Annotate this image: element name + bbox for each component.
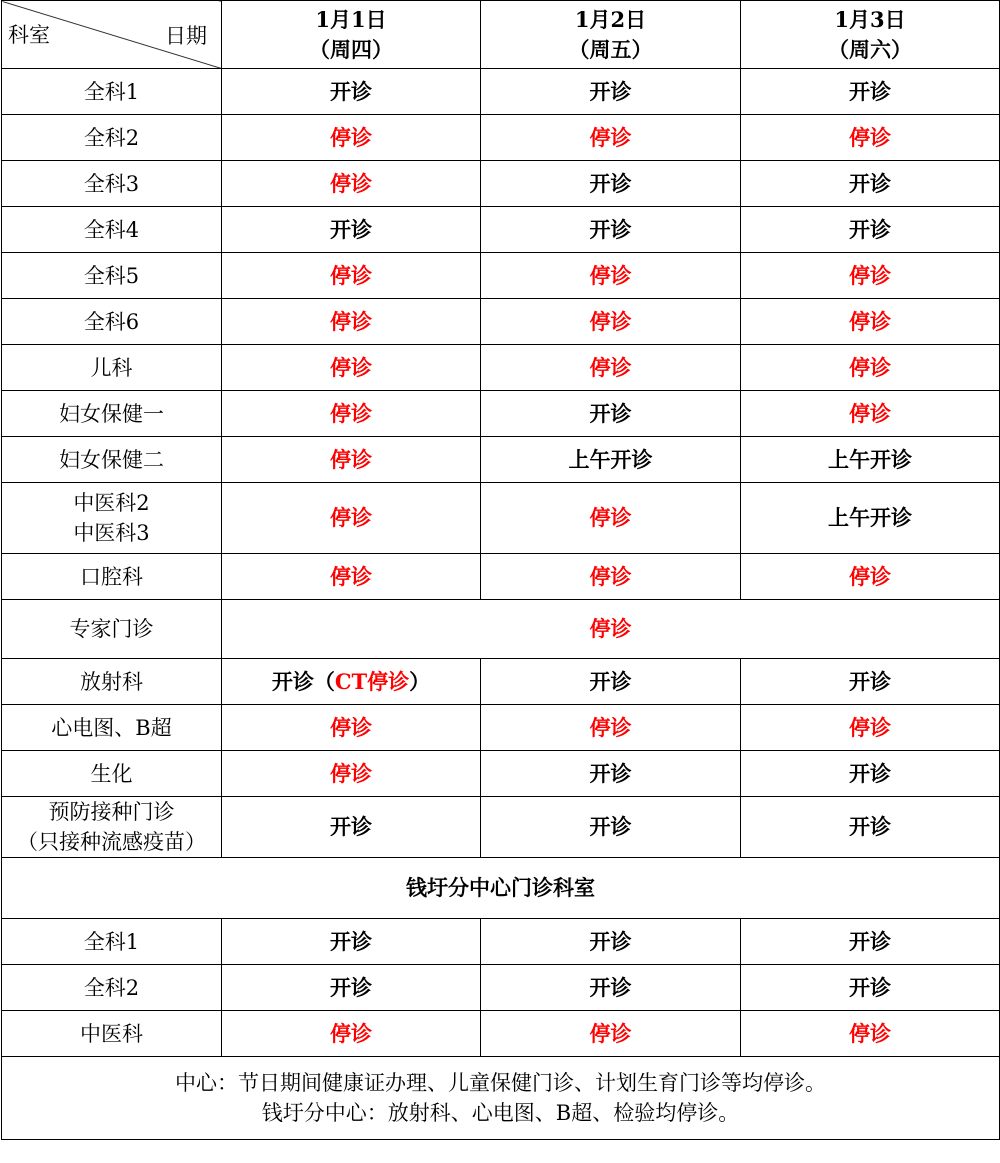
schedule-row [2, 554, 1000, 600]
status-cell: 停诊 [741, 554, 1000, 600]
status-cell: 开诊 [481, 207, 741, 253]
schedule-row [2, 207, 1000, 253]
department-name: 全科2 [83, 125, 140, 150]
day-date: 1月3日 [834, 6, 906, 32]
schedule-row [2, 919, 1000, 965]
schedule-row [2, 391, 1000, 437]
status-cell: 开诊 [741, 659, 1000, 705]
notes-cell [2, 1057, 1000, 1140]
status-cell: 停诊 [222, 345, 481, 391]
status-cell: 停诊 [222, 554, 481, 600]
department-name: 中医科 [80, 1021, 143, 1046]
status-cell: 停诊 [741, 115, 1000, 161]
branch-section-header-row [2, 858, 1000, 919]
status-cell: 停诊 [222, 299, 481, 345]
schedule-row [2, 299, 1000, 345]
status-cell: 停诊 [222, 1011, 481, 1057]
status-cell: 开诊 [481, 659, 741, 705]
status-text: 开诊（ [271, 668, 335, 694]
department-cell [2, 115, 222, 161]
schedule-row [2, 69, 1000, 115]
status-cell: 开诊 [222, 797, 481, 858]
department-name: 预防接种门诊 [48, 800, 175, 824]
status-cell: 停诊 [222, 751, 481, 797]
schedule-row [2, 345, 1000, 391]
status-cell: 停诊 [741, 345, 1000, 391]
department-cell [2, 554, 222, 600]
department-cell [2, 207, 222, 253]
status-cell: 停诊 [481, 1011, 741, 1057]
department-cell [2, 253, 222, 299]
status-cell: 停诊 [481, 345, 741, 391]
note-line: 中心：节日期间健康证办理、儿童保健门诊、计划生育门诊等均停诊。 [175, 1071, 826, 1095]
department-name: 儿科 [90, 355, 133, 380]
status-cell-merged: 停诊 [222, 600, 1000, 659]
day-weekday: （周四） [309, 36, 393, 62]
date-axis-label: 日期 [165, 24, 207, 48]
status-cell: 停诊 [481, 253, 741, 299]
status-cell: 上午开诊 [741, 437, 1000, 483]
schedule-row [2, 797, 1000, 858]
corner-header-cell [2, 1, 222, 69]
status-cell: 停诊 [222, 437, 481, 483]
schedule-row [2, 965, 1000, 1011]
status-cell: 开诊 [741, 207, 1000, 253]
schedule-row [2, 437, 1000, 483]
expert-clinic-row [2, 600, 1000, 659]
department-name: 全科1 [83, 79, 140, 104]
department-name: 口腔科 [80, 564, 143, 589]
branch-section-title: 钱圩分中心门诊科室 [2, 858, 1000, 919]
status-cell: 开诊 [481, 69, 741, 115]
status-cell: 开诊 [222, 207, 481, 253]
department-name: 全科5 [83, 263, 140, 288]
day-header-2 [481, 1, 741, 69]
status-cell: 停诊 [741, 299, 1000, 345]
status-cell: 停诊 [481, 705, 741, 751]
status-cell: 停诊 [222, 705, 481, 751]
department-cell: 放射科 [2, 659, 222, 705]
department-cell [2, 705, 222, 751]
note-line: 钱圩分中心：放射科、心电图、B超、检验均停诊。 [261, 1101, 740, 1125]
status-cell: 开诊 [741, 751, 1000, 797]
department-cell [2, 345, 222, 391]
status-cell: 停诊 [481, 115, 741, 161]
status-cell: 开诊 [741, 919, 1000, 965]
department-cell [2, 919, 222, 965]
ct-closed-note: CT停诊 [334, 668, 410, 694]
day-date: 1月1日 [315, 6, 387, 32]
schedule-row [2, 705, 1000, 751]
status-cell: 开诊 [222, 919, 481, 965]
department-cell [2, 437, 222, 483]
department-cell [2, 391, 222, 437]
radiology-row [2, 659, 1000, 705]
department-cell [2, 965, 222, 1011]
schedule-row [2, 253, 1000, 299]
status-cell: 上午开诊 [481, 437, 741, 483]
status-cell: 开诊 [741, 69, 1000, 115]
department-cell [2, 1011, 222, 1057]
day-weekday: （周六） [828, 36, 912, 62]
holiday-clinic-schedule-table [1, 0, 1000, 1140]
department-cell [2, 69, 222, 115]
department-cell [2, 797, 222, 858]
schedule-row [2, 1011, 1000, 1057]
department-name: 全科1 [83, 929, 140, 954]
day-weekday: （周五） [568, 36, 653, 62]
department-name: 全科3 [83, 171, 140, 196]
department-name: 全科2 [83, 975, 140, 1000]
status-cell: 开诊 [481, 391, 741, 437]
status-cell: 停诊 [481, 483, 741, 554]
department-name: 全科6 [83, 309, 140, 334]
department-name: 生化 [90, 761, 133, 786]
schedule-body [2, 1, 1000, 1140]
status-cell: 停诊 [222, 161, 481, 207]
status-cell: 停诊 [222, 483, 481, 554]
schedule-row [2, 483, 1000, 554]
status-cell: 停诊 [222, 115, 481, 161]
status-cell: 停诊 [741, 705, 1000, 751]
department-name: 全科4 [83, 217, 140, 242]
status-cell: 停诊 [222, 391, 481, 437]
department-name: 中医科2 [73, 491, 150, 515]
department-cell [2, 751, 222, 797]
department-axis-label: 科室 [8, 23, 50, 47]
department-cell [2, 483, 222, 554]
status-cell: 停诊 [222, 253, 481, 299]
day-header-3 [741, 1, 1000, 69]
status-cell: 开诊 [481, 797, 741, 858]
department-cell [2, 299, 222, 345]
department-name: 心电图、B超 [51, 715, 172, 740]
schedule-row [2, 751, 1000, 797]
status-cell: 停诊 [741, 1011, 1000, 1057]
status-cell: 开诊 [741, 965, 1000, 1011]
schedule-row [2, 161, 1000, 207]
header-row [2, 1, 1000, 69]
status-cell: 上午开诊 [741, 483, 1000, 554]
status-cell: 开诊 [481, 161, 741, 207]
notes-row [2, 1057, 1000, 1140]
status-cell: 开诊 [481, 965, 741, 1011]
status-cell: 停诊 [481, 554, 741, 600]
status-cell: 开诊 [741, 797, 1000, 858]
department-name: 中医科3 [73, 521, 150, 545]
day-date: 1月2日 [574, 6, 647, 32]
department-name: （只接种流感疫苗） [17, 830, 206, 854]
day-header-1 [222, 1, 481, 69]
status-cell: 开诊 [222, 69, 481, 115]
status-cell: 停诊 [741, 253, 1000, 299]
status-text: ） [409, 668, 431, 694]
department-cell [2, 161, 222, 207]
status-cell: 开诊 [741, 161, 1000, 207]
schedule-row [2, 115, 1000, 161]
department-name: 妇女保健二 [59, 447, 164, 472]
status-cell: 停诊 [741, 391, 1000, 437]
department-cell: 专家门诊 [2, 600, 222, 659]
status-cell: 开诊 [481, 919, 741, 965]
status-cell: 开诊 [481, 751, 741, 797]
status-cell: 开诊 [222, 965, 481, 1011]
status-cell [222, 659, 481, 705]
department-name: 妇女保健一 [59, 401, 164, 426]
status-cell: 停诊 [481, 299, 741, 345]
